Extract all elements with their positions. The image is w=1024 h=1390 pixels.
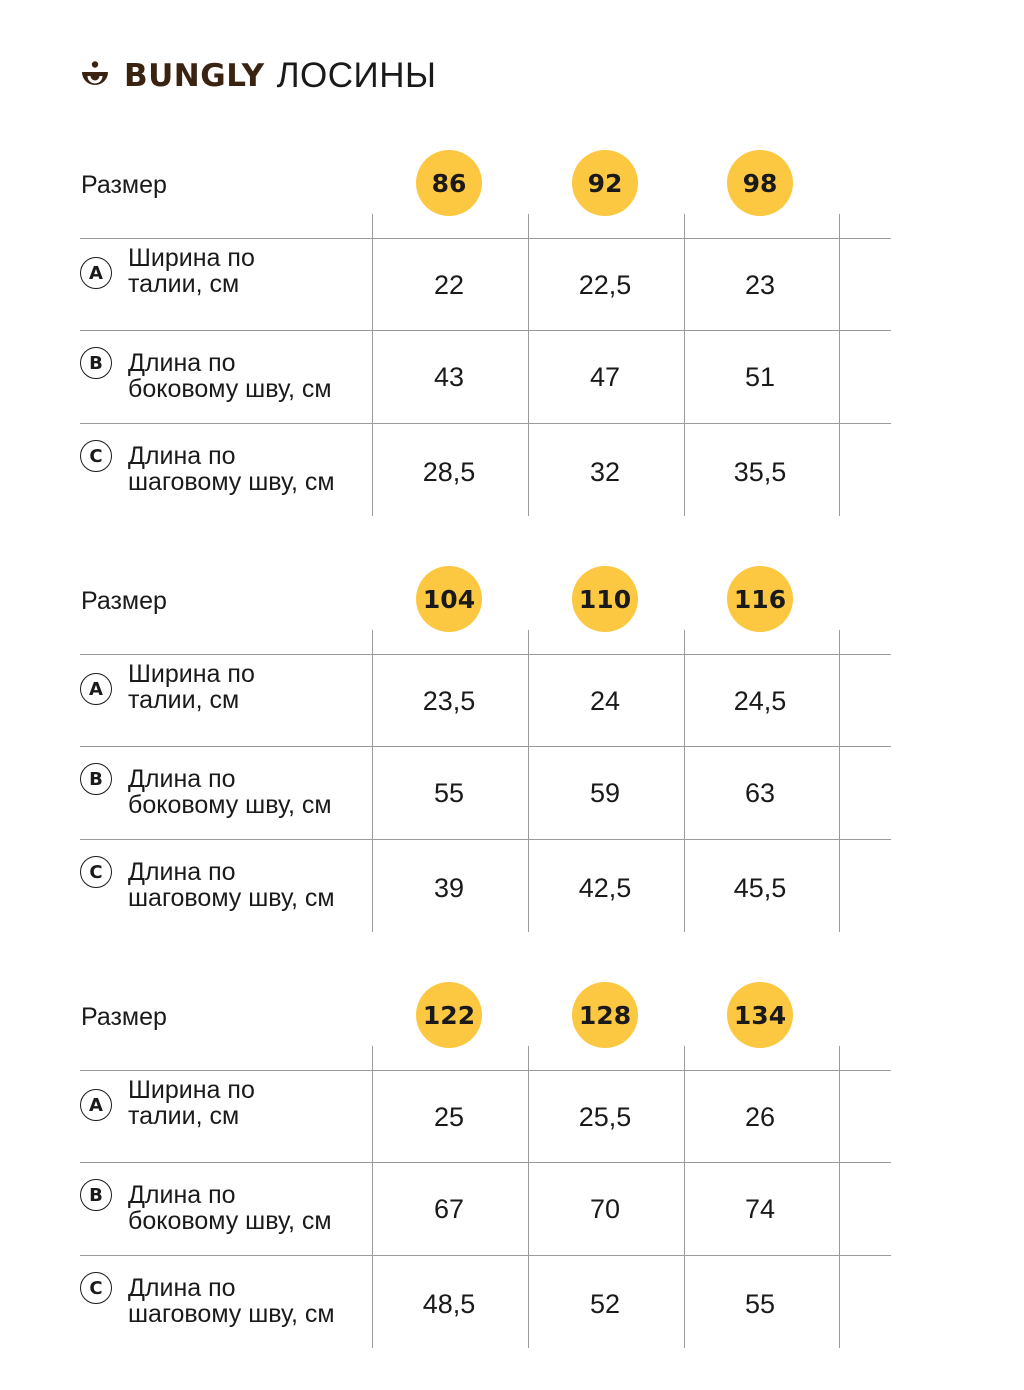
table-cell: 35,5 <box>733 457 787 487</box>
row-divider <box>80 839 891 840</box>
row-divider <box>80 1255 891 1256</box>
table-cell: 51 <box>744 362 776 392</box>
column-divider <box>684 630 685 932</box>
column-divider <box>684 1046 685 1348</box>
table-cell: 23 <box>744 270 776 300</box>
size-badge: 128 <box>572 982 638 1048</box>
row-label-line: Ширина по <box>128 660 255 688</box>
row-label-line: шаговому шву, см <box>128 884 335 912</box>
row-label-line: Длина по <box>128 858 236 886</box>
size-badge: 104 <box>416 566 482 632</box>
size-label: Размер <box>81 171 167 199</box>
column-divider <box>372 214 373 516</box>
table-cell: 28,5 <box>422 457 476 487</box>
row-label <box>128 859 368 911</box>
table-cell: 26 <box>744 1102 776 1132</box>
row-label-line: боковому шву, см <box>128 791 332 819</box>
table-cell: 48,5 <box>422 1289 476 1319</box>
row-letter-badge: C <box>80 1272 112 1304</box>
row-label-line: талии, см <box>128 686 240 714</box>
column-divider <box>372 1046 373 1348</box>
row-label-line: боковому шву, см <box>128 375 332 403</box>
row-label-line: талии, см <box>128 270 240 298</box>
size-label: Размер <box>81 587 167 615</box>
row-label <box>128 1275 368 1327</box>
row-label-line: Длина по <box>128 765 236 793</box>
page-header <box>80 56 436 96</box>
row-label-line: Длина по <box>128 442 236 470</box>
column-divider <box>839 630 840 932</box>
table-cell: 22 <box>433 270 465 300</box>
size-table <box>0 566 1024 946</box>
size-table <box>0 982 1024 1362</box>
table-cell: 55 <box>744 1289 776 1319</box>
table-cell: 24,5 <box>733 686 787 716</box>
row-label-line: Ширина по <box>128 1076 255 1104</box>
column-divider <box>372 630 373 932</box>
table-cell: 39 <box>433 873 465 903</box>
table-cell: 47 <box>589 362 621 392</box>
row-label-line: Ширина по <box>128 244 255 272</box>
row-divider <box>80 654 891 655</box>
row-divider <box>80 423 891 424</box>
row-label <box>128 661 368 713</box>
table-cell: 24 <box>589 686 621 716</box>
row-label-line: Длина по <box>128 1181 236 1209</box>
table-cell: 25 <box>433 1102 465 1132</box>
row-label-line: талии, см <box>128 1102 240 1130</box>
row-letter-badge: C <box>80 856 112 888</box>
size-badge: 110 <box>572 566 638 632</box>
smile-logo-icon <box>80 61 110 91</box>
row-label-line: шаговому шву, см <box>128 468 335 496</box>
row-letter-badge: A <box>80 257 112 289</box>
row-label <box>128 350 368 402</box>
table-cell: 74 <box>744 1194 776 1224</box>
table-cell: 55 <box>433 778 465 808</box>
row-divider <box>80 238 891 239</box>
size-label: Размер <box>81 1003 167 1031</box>
column-divider <box>528 630 529 932</box>
table-cell: 25,5 <box>578 1102 632 1132</box>
table-cell: 52 <box>589 1289 621 1319</box>
row-label <box>128 245 368 297</box>
table-cell: 22,5 <box>578 270 632 300</box>
row-label <box>128 443 368 495</box>
column-divider <box>839 214 840 516</box>
column-divider <box>839 1046 840 1348</box>
row-letter-badge: B <box>80 1179 112 1211</box>
row-divider <box>80 1162 891 1163</box>
table-cell: 70 <box>589 1194 621 1224</box>
table-cell: 23,5 <box>422 686 476 716</box>
table-cell: 32 <box>589 457 621 487</box>
size-badge: 98 <box>727 150 793 216</box>
row-letter-badge: B <box>80 347 112 379</box>
column-divider <box>528 214 529 516</box>
size-table <box>0 150 1024 530</box>
table-cell: 43 <box>433 362 465 392</box>
row-letter-badge: B <box>80 763 112 795</box>
table-cell: 67 <box>433 1194 465 1224</box>
table-cell: 59 <box>589 778 621 808</box>
column-divider <box>684 214 685 516</box>
row-letter-badge: C <box>80 440 112 472</box>
row-label-line: боковому шву, см <box>128 1207 332 1235</box>
row-letter-badge: A <box>80 673 112 705</box>
row-label-line: Длина по <box>128 1274 236 1302</box>
product-title: ЛОСИНЫ <box>276 56 437 95</box>
size-badge: 92 <box>572 150 638 216</box>
column-divider <box>528 1046 529 1348</box>
table-cell: 42,5 <box>578 873 632 903</box>
row-divider <box>80 746 891 747</box>
table-cell: 63 <box>744 778 776 808</box>
table-cell: 45,5 <box>733 873 787 903</box>
row-label-line: шаговому шву, см <box>128 1300 335 1328</box>
size-badge: 86 <box>416 150 482 216</box>
row-divider <box>80 330 891 331</box>
brand-name: BUNGLY <box>124 58 265 94</box>
row-label <box>128 766 368 818</box>
row-divider <box>80 1070 891 1071</box>
size-badge: 116 <box>727 566 793 632</box>
row-label-line: Длина по <box>128 349 236 377</box>
row-letter-badge: A <box>80 1089 112 1121</box>
row-label <box>128 1077 368 1129</box>
size-badge: 134 <box>727 982 793 1048</box>
size-badge: 122 <box>416 982 482 1048</box>
row-label <box>128 1182 368 1234</box>
